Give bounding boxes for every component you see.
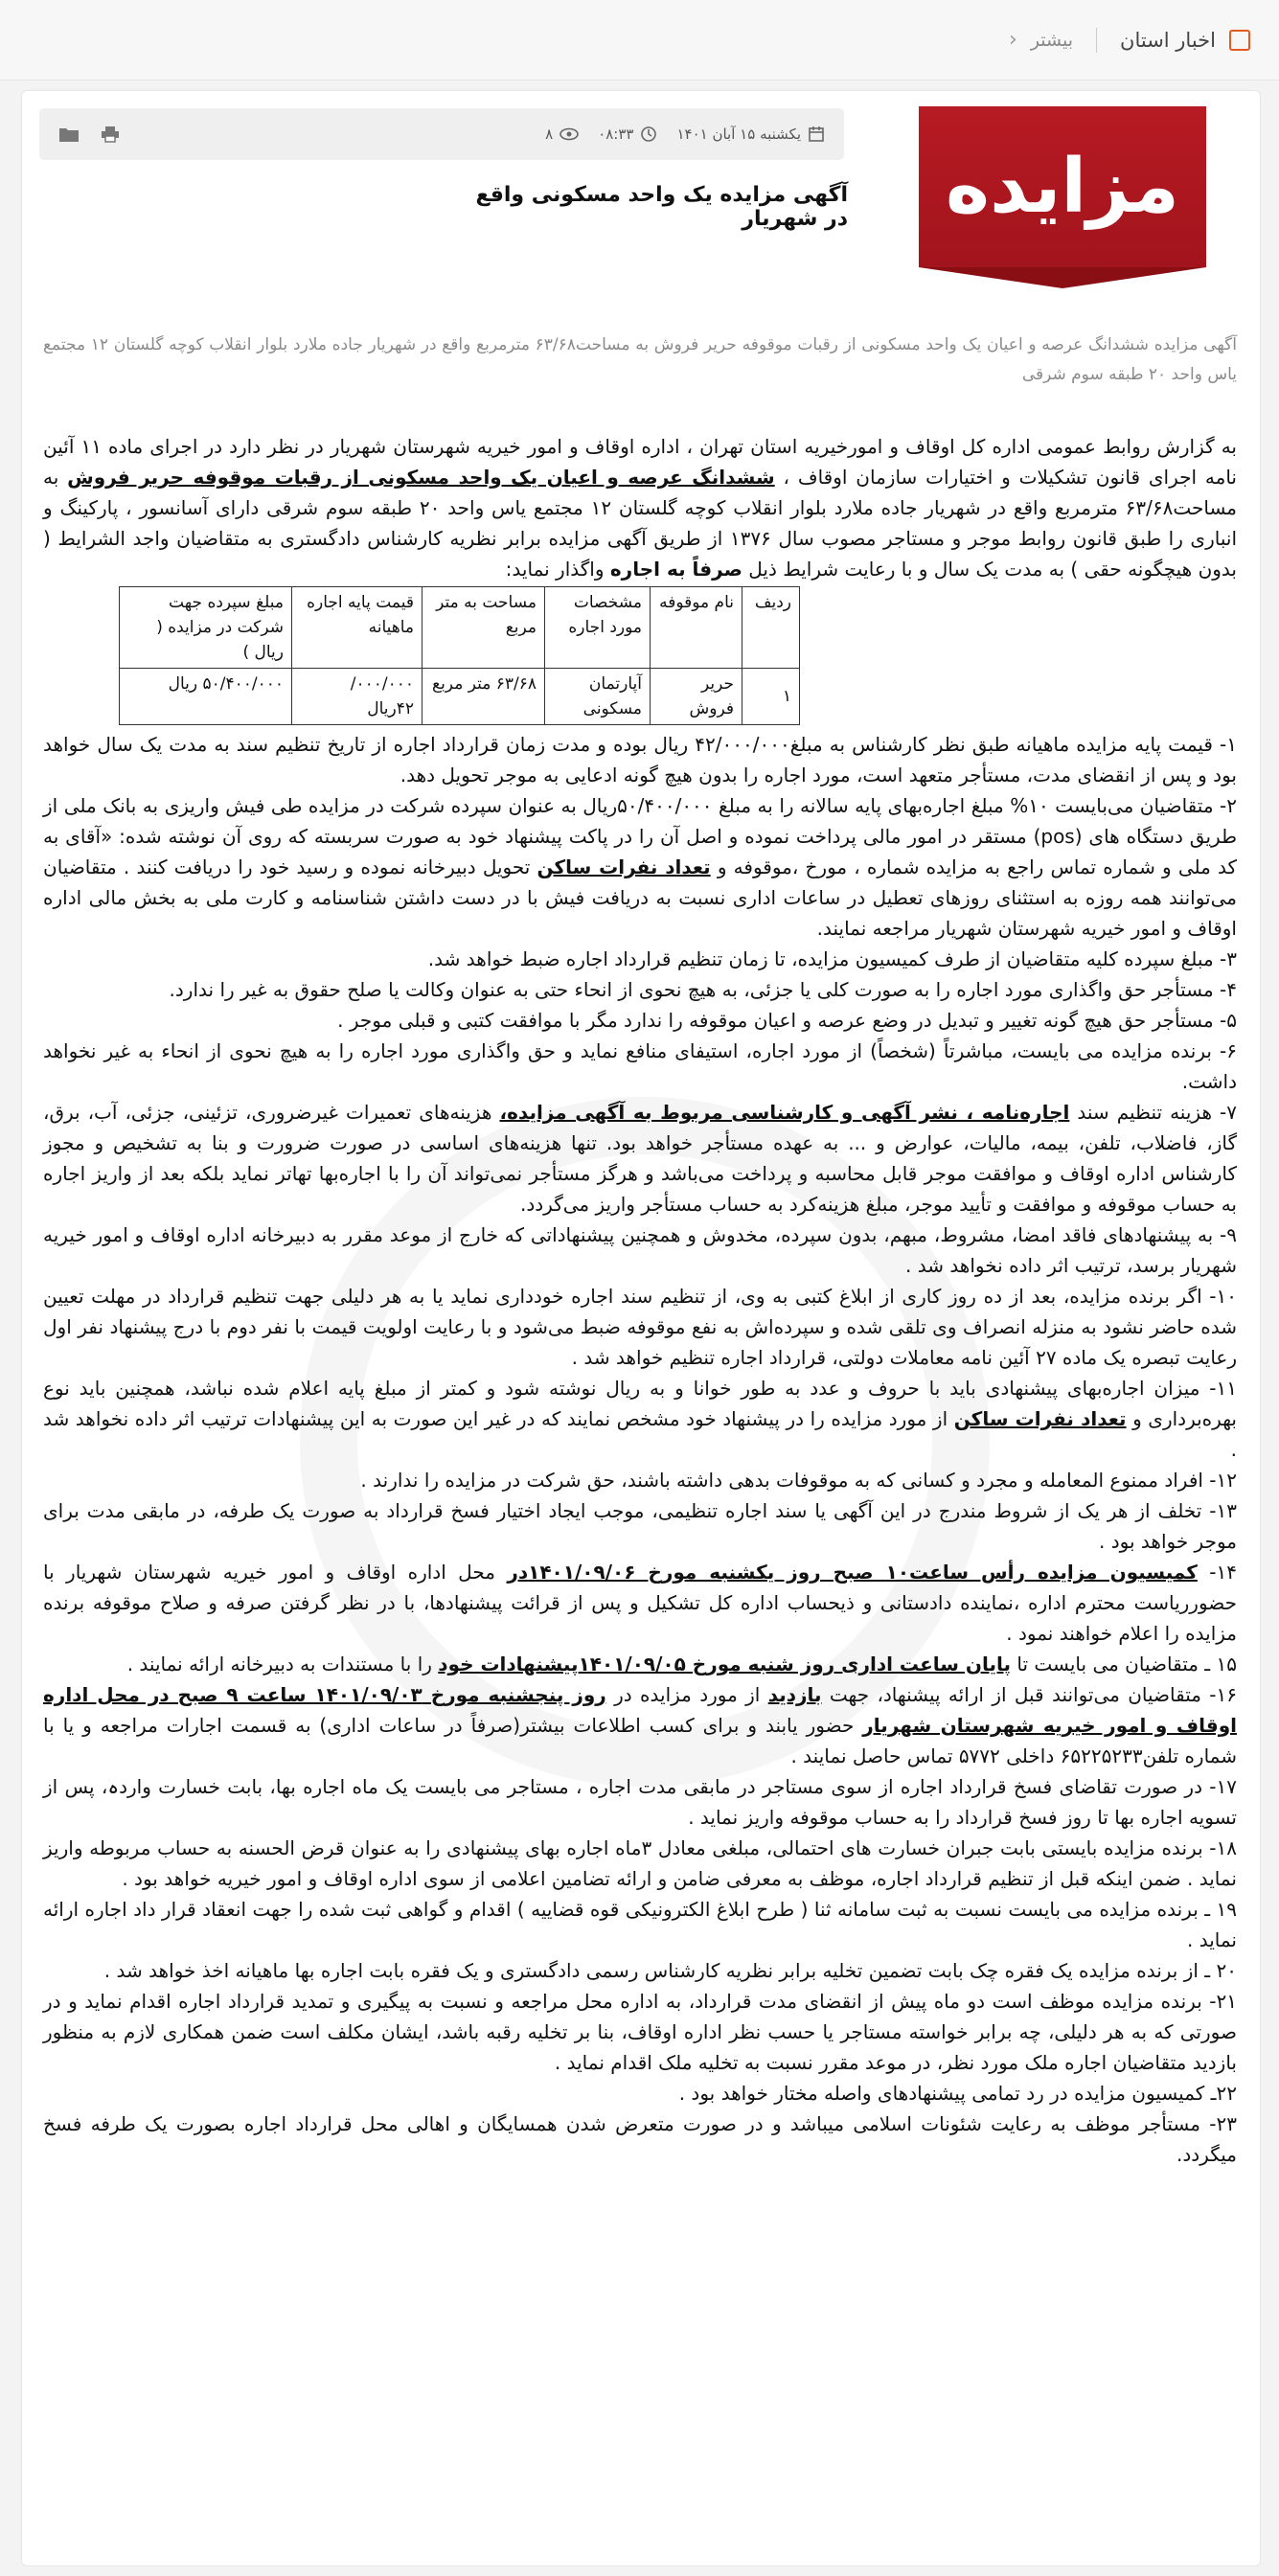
print-icon[interactable] [101, 125, 120, 143]
view-count [545, 125, 579, 143]
intro-paragraph: به گزارش روابط عمومی اداره کل اوقاف و امورخیریه استان تهران ، اداره اوقاف و امور خیریه شهرستان شهریار در نظر دارد در اجرای ماده ۱۱ آئین نامه اجرای قانون تشکیلات و اختیارات سازمان اوقاف ، ششدانگ عرصه و اعیان یک واحد مسکونی از رقبات موقوفه حریر فروش به مساحت۶۳/۶۸ مترمربع واقع در شهریار جاده ملارد بلوار انقلاب کوچه گلستان ۱۲ مجتمع یاس واحد ۲۰ طبقه سوم شرقی دارای آسانسور ، پارکینگ و انباری را طبق قانون روابط موجر و مستاجر مصوب سال ۱۳۷۶ از طریق آگهی مزایده برابر نظریه کارشناس دادگستری به متقاضیان واجد الشرایط ( بدون هیچگونه حقی ) به مدت یک سال و با رعایت شرایط ذیل صرفاً به اجاره واگذار نماید: [43, 435, 1237, 581]
publish-time-text: ۰۸:۳۳ [598, 125, 634, 143]
clause-11: ۱۱- میزان اجاره‌بهای پیشنهادی باید با حروف و عدد به طور خوانا و به ریال نوشته شود و کمتر از مبلغ پایه اعلام شده نباشد، همچنین باید نوع بهره‌برداری و تعداد نفرات ساکن از مورد مزایده را در پیشنهاد خود مشخص نمایند که در غیر این صورت به این پیشنهادات ترتیب اثر داده نخواهد شد . [43, 1377, 1237, 1461]
table-cell: ۰۰۰/۰۰۰/ ۴۲ریال [292, 669, 423, 725]
clause-6: ۶- برنده مزایده می بایست، مباشرتاً (شخصاً) از مورد اجاره، استیفای منافع نماید و حق واگذاری مورد اجاره را به هیچ نحوی از انحاء به غیر نخواهد داشت. [43, 1039, 1237, 1093]
breadcrumb [0, 0, 1279, 80]
clause-3: ۳- مبلغ سپرده کلیه متقاضیان از طرف کمیسیون مزایده، تا زمان تنظیم قرارداد اجاره ضبط خواهد شد. [427, 947, 1237, 970]
table-header: نام موقوفه [651, 587, 742, 669]
clause-14: ۱۴- کمیسیون مزایده رأس ساعت۱۰ صبح روز یکشنبه مورخ ۱۴۰۱/۰۹/۰۶در محل اداره اوقاف و امور خیریه شهرستان شهریار با حضورریاست محترم اداره ،نماینده دادستانی و ذیحساب اداره کل تشکیل و پس از قرائت پیشنهادها، با در نظر گرفتن صرفه و صلاح موقوفه برنده مزایده را اعلام خواهند نمود . [43, 1561, 1238, 1645]
clause-7: ۷- هزینه تنظیم سند اجاره‌نامه ، نشر آگهی و کارشناسی مربوط به آگهی مزایده، هزینه‌های تعمیرات غیرضروری، تزئینی، جزئی، آب، برق، گاز، فاضلاب، تلفن، بیمه، مالیات، عوارض و ... به عهده مستأجر خواهد بود. تنها هزینه‌های اساسی در صورت ضرورت و بنا به تشخیص و مجوز کارشناس اداره اوقاف و موافقت موجر قابل محاسبه و پرداخت می‌باشد و هرگز مستأجر نمی‌تواند آن را با اجاره‌بها تهاتر نماید بلکه بعد از واریز اجاره به حساب موقوفه و موافقت و تأیید موجر، مبلغ هزینه‌کرد به حساب مستأجر واریز می‌گردد. [43, 1101, 1237, 1216]
table-cell: آپارتمان مسکونی [545, 669, 651, 725]
table-header: مساحت به متر مربع [423, 587, 545, 669]
clause-22: ۲۲ـ کمیسیون مزایده در رد تمامی پیشنهادهای واصله مختار خواهد بود . [678, 2082, 1237, 2105]
clause-13: ۱۳- تخلف از هر یک از شروط مندرج در این آگهی یا سند اجاره تنظیمی، موجب ایجاد اختیار فسخ قرارداد به صورت یک طرفه، در مابقی مدت برای موجر خواهد بود . [43, 1499, 1237, 1553]
clause-9: ۹- به پیشنهادهای فاقد امضا، مشروط، مبهم، بدون سپرده، مخدوش و همچنین پیشنهاداتی که خارج از موعد مقرر به دبیرخانه اداره اوقاف و امور خیریه شهریار برسد، ترتیب اثر داده نخواهد شد . [43, 1223, 1237, 1277]
chevron-left-icon[interactable]: ‹ [1009, 28, 1017, 52]
eye-icon [560, 127, 579, 141]
publish-date-text: یکشنبه ۱۵ آبان ۱۴۰۱ [676, 125, 801, 143]
view-count-text: ۸ [545, 125, 554, 143]
clause-4: ۴- مستأجر حق واگذاری مورد اجاره را به صورت کلی یا جزئی، به هیچ نحوی از انحاء حتی به عنوان وکالت یا صلح حقوق به غیر را ندارد. [169, 978, 1237, 1001]
clause-5: ۵- مستأجر حق هیچ گونه تغییر و تبدیل در وضع عرصه و اعیان موقوفه را ندارد مگر با موافقت کتبی و قبلی موجر . [337, 1009, 1237, 1032]
clause-1: ۱- قیمت پایه مزایده ماهیانه طبق نظر کارشناس به مبلغ۴۲/۰۰۰/۰۰۰ ریال بوده و مدت زمان قرارداد اجاره از تاریخ تنظیم سند به مدت یک سال خواهد بود و پس از انقضای مدت، مستأجر متعهد است، مورد اجاره را بدون هیچ گونه ادعایی به موجر تحویل دهد. [43, 733, 1237, 786]
clause-10: ۱۰- اگر برنده مزایده، بعد از ده روز کاری از ابلاغ کتبی به وی، از تنظیم سند اجاره خودداری نماید یا به هر دلیلی جهت تنظیم قرارداد در مهلت تعیین شده حاضر نشود به منزله انصراف وی تلقی شده و سپرده‌اش به نفع موقوفه ضبط می‌شود و با رعایت اولویت قیمت با نفر دوم با درج پیشنهاد نفر اول رعایت تبصره یک ماده ۲۷ آئین نامه معاملات دولتی، قرارداد اجاره تنظیم خواهد شد . [43, 1285, 1237, 1369]
article-banner-image [919, 106, 1206, 288]
clause-2: ۲- متقاضیان می‌بایست ۱۰% مبلغ اجاره‌بهای پایه سالانه را به مبلغ ۵۰/۴۰۰/۰۰۰ریال به عنوان سپرده شرکت در مزایده طی فیش واریزی به بانک ملی از طریق دستگاه های (pos) مستقر در امور مالی پرداخت نموده و اصل آن را در پاکت پیشنهاد خود به صورت سربسته که روی آن نوشته شده: «آقای به کد ملی و شماره تماس راجع به مزایده شماره ، مورخ ،موقوفه و تعداد نفرات ساکن تحویل دبیرخانه نموده و رسید خود را دریافت کنند . متقاضیان می‌توانند همه روزه به استثنای روزهای تعطیل در ساعات اداری نسبت به دریافت فیش با در دست داشتن شناسنامه و کارت ملی به بخش مالی اداره اوقاف و امور خیریه شهرستان شهریار مراجعه نمایند. [43, 794, 1238, 940]
table-header: قیمت پایه اجاره ماهیانه [292, 587, 423, 669]
article-meta-bar [39, 108, 844, 160]
clause-16: ۱۶- متقاضیان می‌توانند قبل از ارائه پیشنهاد، جهت بازدید از مورد مزایده در روز پنجشنبه مورخ ۱۴۰۱/۰۹/۰۳ ساعت ۹ صبح در محل اداره اوقاف و امور خیریه شهرستان شهریار حضور یابند و برای کسب اطلاعات بیشتر(صرفاً در ساعات اداری) به قسمت اجارات مراجعه و یا با شماره تلفن۶۵۲۲۵۲۳۳ داخلی ۵۷۷۲ تماس حاصل نمایند . [43, 1683, 1238, 1767]
calendar-icon [808, 125, 825, 143]
clause-12: ۱۲- افراد ممنوع المعامله و مجرد و کسانی که به موقوفات بدهی داشته باشند، حق شرکت در مزایده را ندارند . [360, 1469, 1237, 1492]
table-row [120, 669, 800, 725]
table-header: مشخصات مورد اجاره [545, 587, 651, 669]
article-lead: آگهی مزایده ششدانگ عرصه و اعیان یک واحد مسکونی از رقبات موقوفه حریر فروش به مساحت۶۳/۶۸ مترمربع واقع در شهریار جاده ملارد بلوار انقلاب کوچه گلستان ۱۲ مجتمع یاس واحد ۲۰ طبقه سوم شرقی [43, 335, 1237, 384]
section-icon [1229, 30, 1250, 51]
banner-text: مزایده [946, 144, 1179, 230]
breadcrumb-current[interactable]: اخبار استان [1120, 28, 1216, 52]
clause-20: ۲۰ ـ از برنده مزایده یک فقره چک بابت تضمین تخلیه برابر نظریه کارشناس رسمی دادگستری و یک فقره بابت اجاره بها ماهیانه اخذ خواهد شد . [103, 1959, 1237, 1982]
clause-17: ۱۷- در صورت تقاضای فسخ قرارداد اجاره از سوی مستاجر در مابقی مدت اجاره ، مستاجر می بایست یک ماه اجاره بها، بابت خسارت واردہ، پس از تسویه اجاره بها تا روز فسخ قرارداد را به حساب موقوفه واریز نماید . [43, 1775, 1237, 1829]
article-card [21, 90, 1261, 2566]
article-body [43, 431, 1237, 2170]
article-title: آگهی مزایده یک واحد مسکونی واقع در شهریار [475, 183, 848, 231]
table-header: ردیف [742, 587, 800, 669]
clock-icon [640, 125, 657, 143]
breadcrumb-divider [1096, 28, 1097, 53]
table-header-row [120, 587, 800, 669]
clause-15: ۱۵ ـ متقاضیان می بایست تا پایان ساعت اداری روز شنبه مورخ ۱۴۰۱/۰۹/۰۵پیشنهادات خود را با مستندات به دبیرخانه ارائه نمایند . [126, 1653, 1237, 1676]
table-cell: ۱ [742, 669, 800, 725]
publish-time [598, 125, 657, 143]
table-cell: ۶۳/۶۸ متر مربع [423, 669, 545, 725]
clause-21: ۲۱- برنده مزایده موظف است دو ماه پیش از انقضای مدت قرارداد، به اداره محل مراجعه و نسبت به پیگیری و تمدید قرارداد اجاره اقدام نماید و در صورتی که به هر دلیلی، چه برابر خواسته مستاجر یا حسب نظر اداره اوقاف، بنا بر تخلیه رقبه باشد، ایشان مکلف است ضمن همکاری لازم به منظور بازدید متقاضیان اجاره ملک مورد نظر، در موعد مقرر نسبت به تخلیه ملک اقدام نماید . [43, 1990, 1237, 2074]
table-cell: ۵۰/۴۰۰/۰۰۰ ریال [120, 669, 292, 725]
clause-19: ۱۹ ـ برنده مزایده می بایست نسبت به ثبت سامانه ثنا ( طرح ابلاغ الکترونیکی قوه قضاییه ) اقدام و گواهی ثبت شده را جهت انعقاد قرار داد اجاره ارائه نماید . [43, 1898, 1237, 1951]
clause-23: ۲۳- مستأجر موظف به رعایت شئونات اسلامی میباشد و در صورت متعرض شدن همسایگان و اهالی محل قرارداد اجاره بصورت یک طرفه فسخ میگردد. [43, 2112, 1237, 2166]
lease-table [119, 586, 800, 725]
folder-icon[interactable] [58, 125, 80, 143]
table-cell: حریر فروش [651, 669, 742, 725]
publish-date [676, 125, 825, 143]
breadcrumb-more-link[interactable]: بیشتر [1030, 29, 1074, 51]
table-header: مبلغ سپرده جهت شرکت در مزایده ( ریال ) [120, 587, 292, 669]
clause-18: ۱۸- برنده مزایده بایستی بابت جبران خسارت های احتمالی، مبلغی معادل ۳ماه اجاره بهای پیشنهادی را به عنوان قرض الحسنه به حساب مربوطه واریز نماید . ضمن اینکه قبل از تنظیم قرارداد اجاره، موظف به معرفی ضامن و ارائه تضامین اعلامی از سوی اداره اوقاف و امور خیریه خواهد بود . [43, 1836, 1237, 1890]
